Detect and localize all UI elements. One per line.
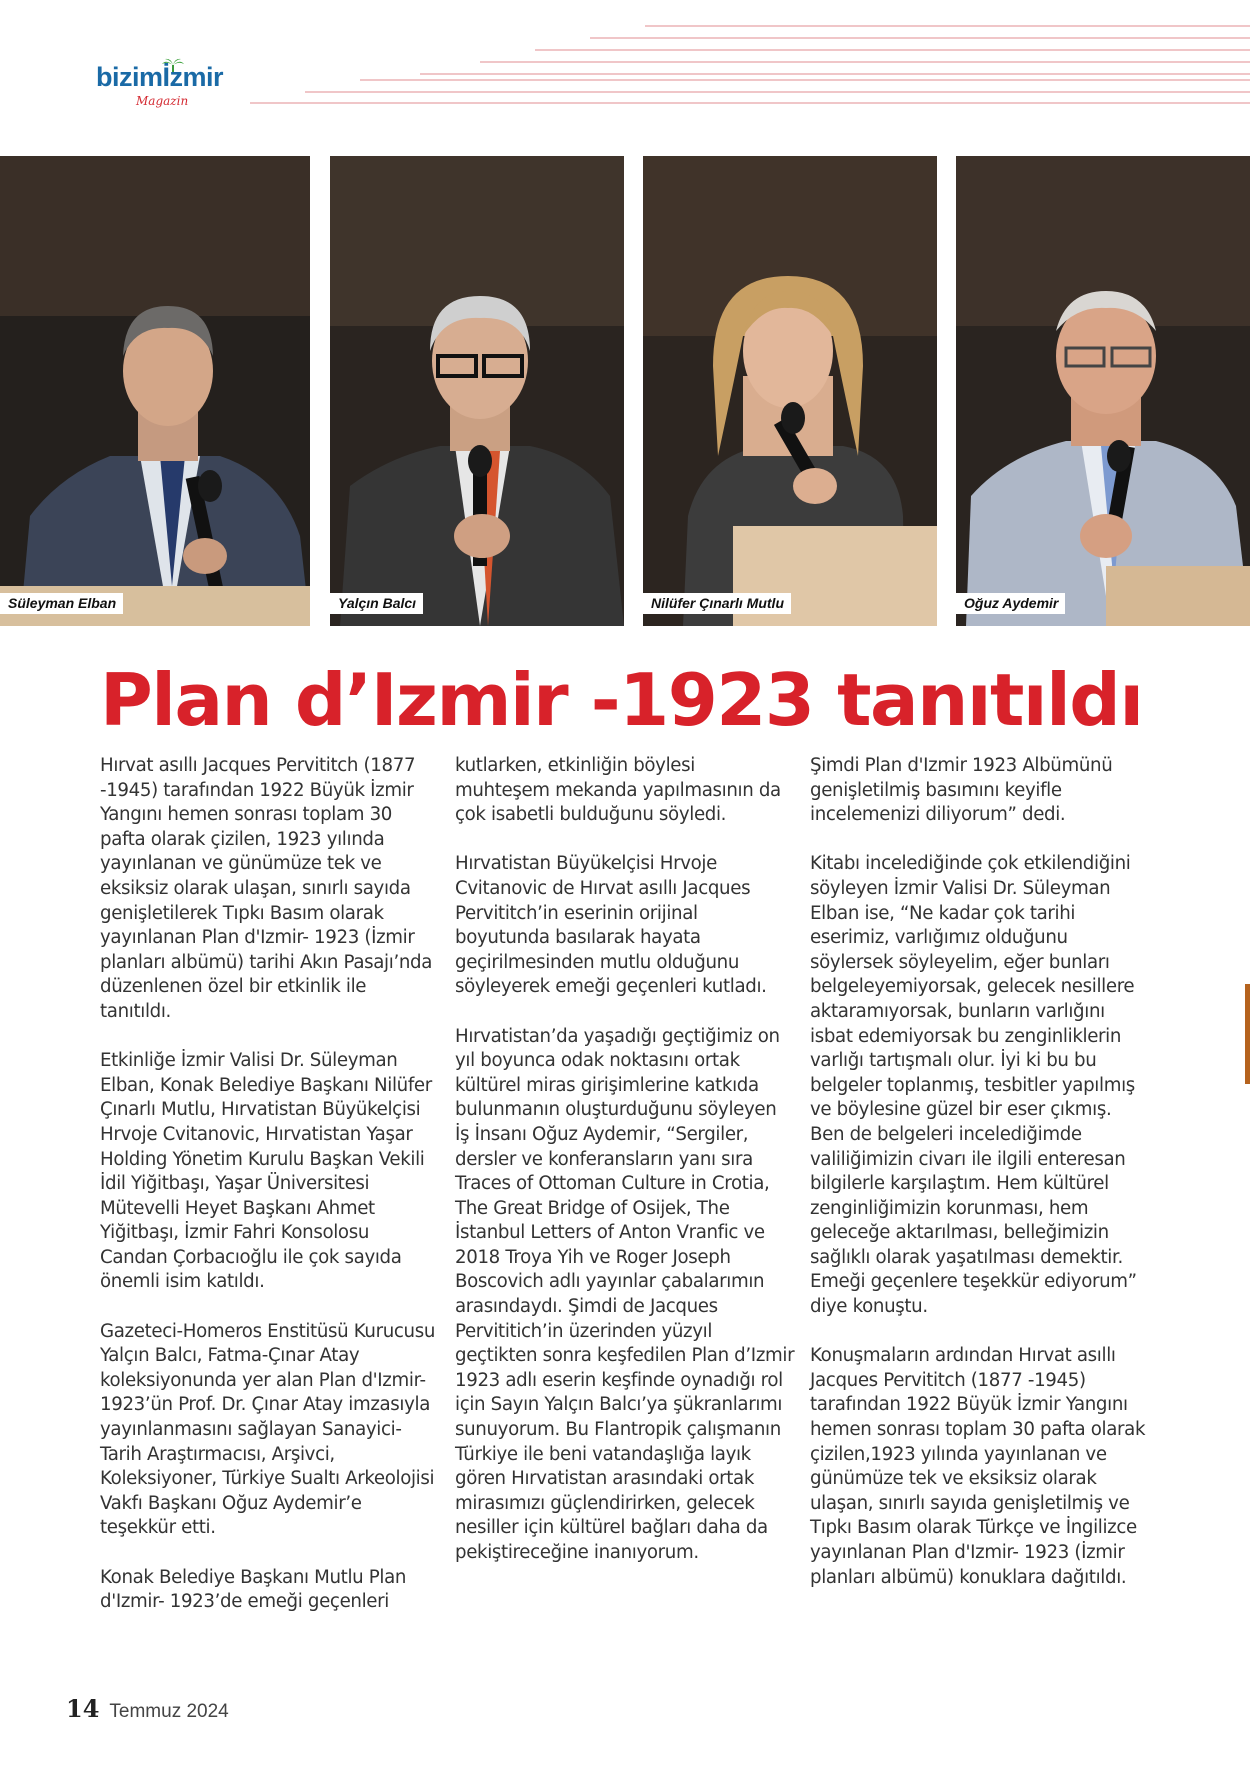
speaker-photo-image xyxy=(956,156,1250,626)
photo-nilufer-cinarli-mutlu xyxy=(643,156,937,626)
article-paragraph: Konak Belediye Başkanı Mutlu Plan d'Izmir- 1923’de emeği geçenleri xyxy=(100,1566,407,1613)
photo-oguz-aydemir xyxy=(956,156,1250,626)
logo-subtitle: Magazin xyxy=(136,94,189,108)
article-column-2 xyxy=(455,754,795,1566)
issue-date: Temmuz 2024 xyxy=(109,1701,229,1722)
article-paragraph: Şimdi Plan d'Izmir 1923 Albümünü genişletilmiş basımını keyifle incelemenizi diliyorum” dedi. xyxy=(810,755,1113,826)
logo-wordmark xyxy=(96,62,223,93)
speaker-photo-image xyxy=(330,156,624,626)
photo-caption: Nilüfer Çınarlı Mutlu xyxy=(643,593,791,614)
photo-caption: Süleyman Elban xyxy=(0,593,123,614)
magazine-logo xyxy=(96,62,246,112)
article-paragraph: Hırvatistan Büyükelçisi Hrvoje Cvitanovic de Hırvat asıllı Jacques Pervititch’in eserinin orijinal boyutunda basılarak hayata geçirilmesinden mutlu olduğunu söyleyerek emeği geçenleri kutladı. xyxy=(455,853,767,998)
article-paragraph: Gazeteci-Homeros Enstitüsü Kurucusu Yalçın Balcı, Fatma-Çınar Atay koleksiyonunda yer alan Plan d'Izmir- 1923’ün Prof. Dr. Çınar Atay imzasıyla yayınlanmasını sağlayan Sanayici-Tarih Araştırmacısı, Arşivci, Koleksiyoner, Türkiye Sualtı Arkeolojisi Vakfı Başkanı Oğuz Aydemir’e teşekkür etti. xyxy=(100,1320,436,1539)
article-paragraph: Hırvat asıllı Jacques Pervititch (1877 -1945) tarafından 1922 Büyük İzmir Yangını hemen sonrası toplam 30 pafta olarak çizilen, 1923 yılında yayınlanan ve günümüze tek ve eksiksiz olarak ulaşan, sınırlı sayıda genişletilerek Tıpkı Basım olarak yayınlanan Plan d'Izmir- 1923 (İzmir planları albümü) tarihi Akın Pasajı’nda düzenlenen özel bir etkinlik ile tanıtıldı. xyxy=(100,755,433,1022)
article-paragraph: Hırvatistan’da yaşadığı geçtiğimiz on yıl boyunca odak noktasını ortak kültürel miras girişimlerine katkıda bulunmanın oluşturduğunu söyleyen İş İnsanı Oğuz Aydemir, “Sergiler, dersler ve konferansların yanı sıra Traces of Ottoman Culture in Crotia, The Great Bridge of Osijek, The İstanbul Letters of Anton Vranfic ve 2018 Troya Yih ve Roger Joseph Boscovich adlı yayınlar çabalarımın arasındaydı. Şimdi de Jacques Pervititich’in üzerinden yüzyıl geçtikten sonra keşfedilen Plan d’Izmir 1923 adlı eserin keşfinde oynadığı rol için Sayın Yalçın Balcı’ya şükranlarımı sunuyorum. Bu Flantropik çalışmanın Türkiye ile beni vatandaşlığa layık gören Hırvatistan arasındaki ortak mirasımızı güçlendirirken, gelecek nesiller için kültürel bağları daha da pekiştireceğine inanıyorum. xyxy=(455,1025,795,1563)
speaker-photo-image xyxy=(0,156,310,626)
photo-yalcin-balci xyxy=(330,156,624,626)
article-paragraph: Etkinliğe İzmir Valisi Dr. Süleyman Elban, Konak Belediye Başkanı Nilüfer Çınarlı Mutlu, Hırvatistan Büyükelçisi Hrvoje Cvitanovic, Hırvatistan Yaşar Holding Yönetim Kurulu Başkan Vekili İdil Yiğitbaşı, Yaşar Üniversitesi Mütevelli Heyet Başkanı Ahmet Yiğitbaşı, İzmir Fahri Konsolosu Candan Çorbacıoğlu ile çok sayıda önemli isim katıldı. xyxy=(100,1050,432,1293)
logo-main-text: bizim xyxy=(96,62,163,92)
photo-suleyman-elban xyxy=(0,156,310,626)
article-column-1 xyxy=(100,754,440,1615)
page-edge-mark xyxy=(1245,984,1250,1084)
article-paragraph: kutlarken, etkinliğin böylesi muhteşem mekanda yapılmasının da çok isabetli bulduğunu söyledi. xyxy=(455,755,781,826)
logo-city-text: İzmir xyxy=(162,62,224,92)
photo-caption: Oğuz Aydemir xyxy=(956,593,1065,614)
speaker-photos xyxy=(0,156,1250,626)
speaker-photo-image xyxy=(643,156,937,626)
article-paragraph: Kitabı incelediğinde çok etkilendiğini söyleyen İzmir Valisi Dr. Süleyman Elban ise, “Ne kadar çok tarihi eserimiz, varlığımız olduğunu söylersek söyleyelim, eğer bunları belgeleyemiyorsak, gelecek nesillere aktaramıyorsak, bunların varlığını isbat edemiyorsak bu zenginliklerin varlığı tartışmalı olur. İyi ki bu bu belgeler toplanmış, tesbitler yapılmış ve böylesine güzel bir eser çıkmış. Ben de belgeleri incelediğimde valiliğimizin civarı ile ilgili enteresan bilgilerle karşılaştım. Hem kültürel zenginliğimizin korunması, hem geleceğe aktarılması, belleğimizin sağlıklı olarak yaşatılması demektir. Emeği geçenlere teşekkür ediyorum” diye konuştu. xyxy=(810,853,1137,1318)
photo-caption: Yalçın Balcı xyxy=(330,593,423,614)
article-paragraph: Konuşmaların ardından Hırvat asıllı Jacques Pervititch (1877 -1945) tarafından 1922 Büyük İzmir Yangını hemen sonrası toplam 30 pafta olarak çizilen,1923 yılında yayınlanan ve günümüze tek ve eksiksiz olarak ulaşan, sınırlı sayıda genişletilmiş ve Tıpkı Basım olarak Türkçe ve İngilizce yayınlanan Plan d'Izmir- 1923 (İzmir planları albümü) konuklara dağıtıldı. xyxy=(810,1345,1146,1588)
article-headline: Plan d’Izmir -1923 tanıtıldı xyxy=(100,658,1143,742)
page-number: 14 xyxy=(66,1694,100,1723)
article-column-3 xyxy=(810,754,1150,1590)
page-footer xyxy=(66,1694,229,1723)
